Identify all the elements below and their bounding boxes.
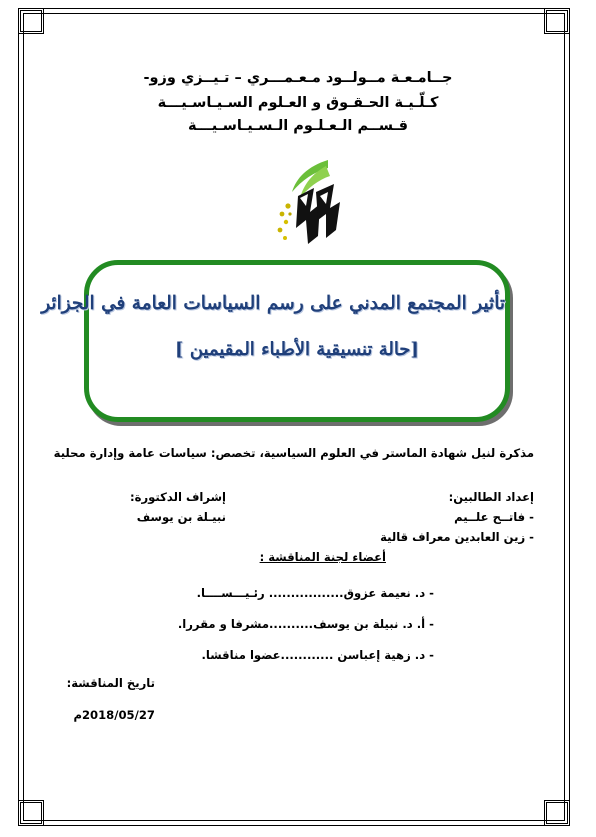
frame-corner-top-right <box>544 8 570 34</box>
faculty-name: كـلّـيـة الحـقـوق و العـلوم السـيـاسـيـــة <box>157 95 439 111</box>
department-name: قـســم الـعـلـوم الـسـيـاسـيـــة <box>188 118 408 134</box>
thesis-title-box <box>41 260 510 422</box>
thesis-case-study: [حالة تنسيقية الأطباء المقيمين ] <box>175 339 419 360</box>
frame-corner-top-left <box>18 8 44 34</box>
committee-label: أعضاء لجنة المناقشة : <box>259 550 386 564</box>
frame-corner-bottom-right <box>544 800 570 826</box>
university-logo <box>268 158 354 248</box>
discussion-date: 2018/05/27م <box>73 708 155 722</box>
committee-member-2: - أ. د. نبيلة بن يوسف..........مشرفا و مقررا. <box>177 617 434 631</box>
university-name: جــامـعـة مــولــود مـعـمـــري – تـيــزي وزو- <box>143 70 453 86</box>
student-name-1: - فاتــح علــيم <box>454 510 534 524</box>
student-name-2: - زين العابدين معراف قالية <box>380 530 534 544</box>
students-label: إعداد الطالبين: <box>448 490 534 504</box>
committee-member-3: - د. زهية إعباسن ............عضوا مناقشا. <box>201 648 434 662</box>
frame-corner-bottom-left <box>18 800 44 826</box>
committee-member-1: - د. نعيمة عزوق................. رئـيـــســــا. <box>196 586 434 600</box>
memo-description: مذكرة لنيل شهادة الماستر في العلوم السياسية، تخصص: سياسات عامة وإدارة محلية <box>53 446 534 460</box>
supervisor-label: إشراف الدكتورة: <box>130 490 226 504</box>
discussion-date-label: تاريخ المناقشة: <box>66 676 155 690</box>
supervisor-name: نبيـلة بن يوسف <box>136 510 226 524</box>
thesis-title: تأثير المجتمع المدني على رسم السياسات العامة في الجزائر <box>41 293 505 314</box>
